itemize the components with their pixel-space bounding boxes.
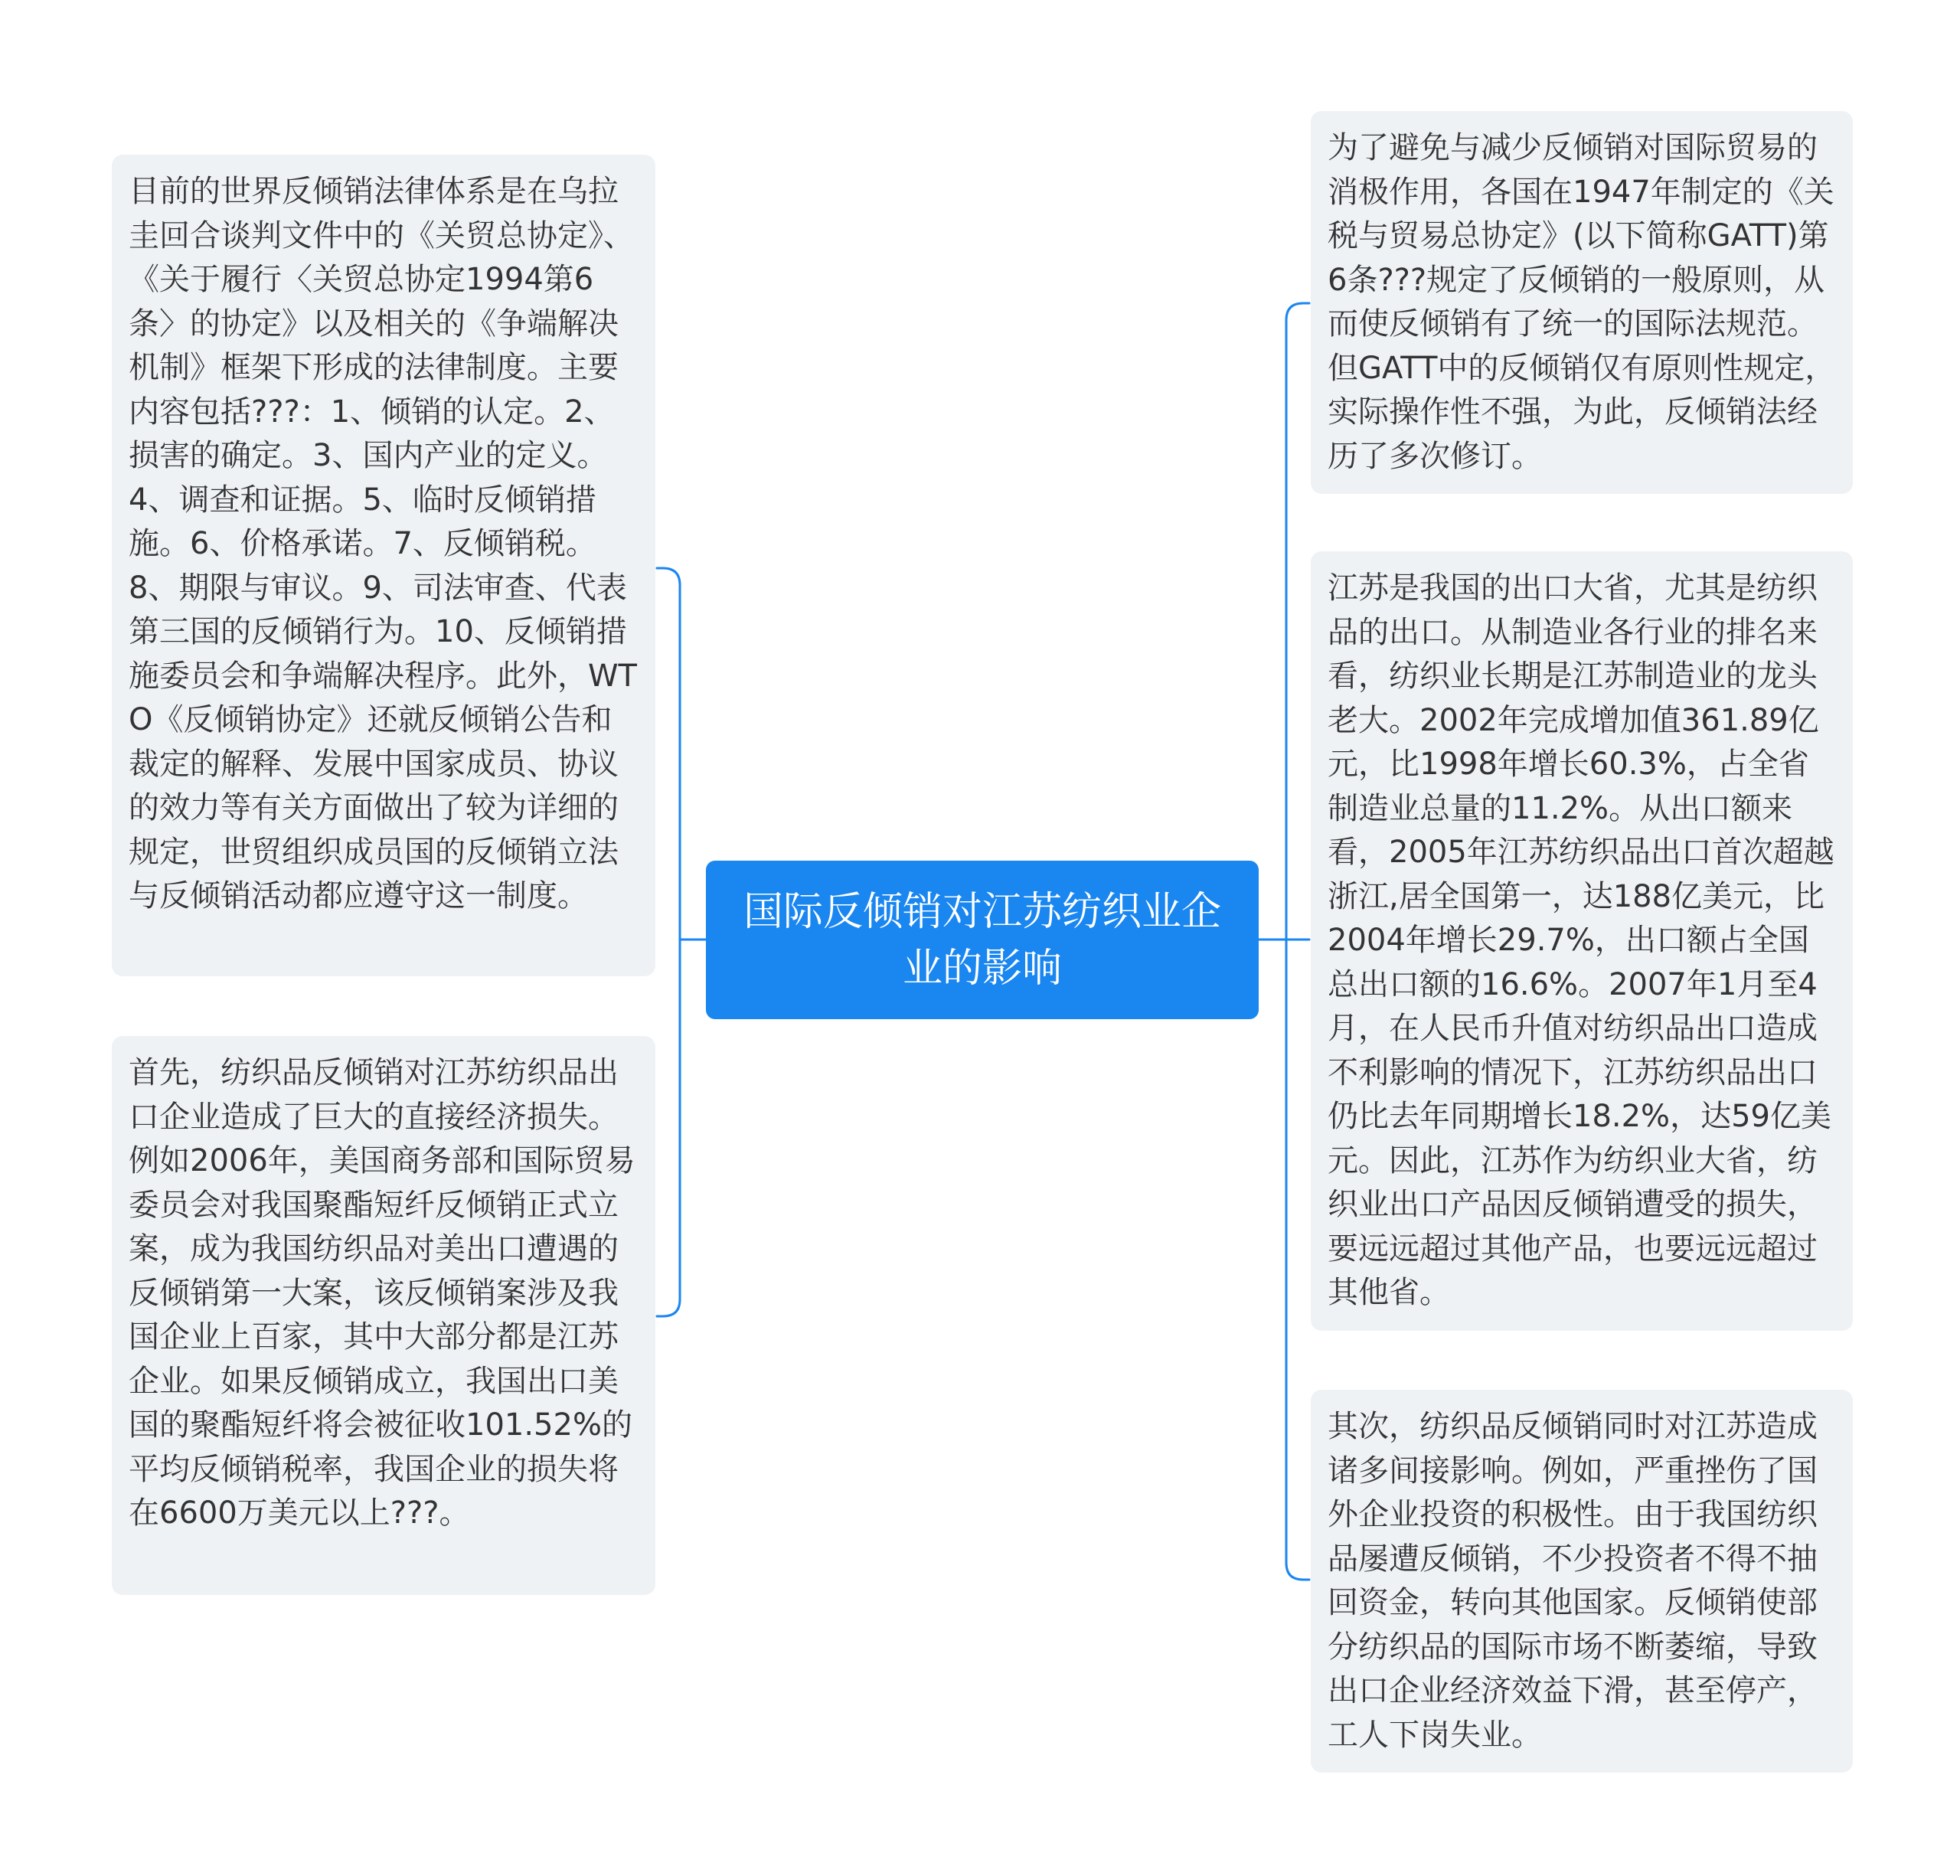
topic-node-indirect-effects[interactable] — [1311, 1390, 1853, 1773]
topic-node-text: 目前的世界反倾销法律体系是在乌拉圭回合谈判文件中的《关贸总协定》、《关于履行〈关贸总协定1994第6条〉的协定》以及相关的《争端解决机制》框架下形成的法律制度。主要内容包括???：1、倾销的认定。2、损害的确定。3、国内产业的定义。4、调查和证据。5、临时反倾销措施。6、价格承诺。7、反倾销税。8、期限与审议。9、司法审查、代表第三国的反倾销行为。10、反倾销措施委员会和争端解决程序。此外，WTO《反倾销协定》还就反倾销公告和裁定的解释、发展中国家成员、协议的效力等有关方面做出了较为详细的规定，世贸组织成员国的反倾销立法与反倾销活动都应遵守这一制度。 — [129, 174, 637, 913]
topic-node-legal-framework[interactable] — [112, 155, 655, 976]
root-topic-node[interactable] — [706, 861, 1259, 1019]
left-connector-branch-2 — [657, 1299, 680, 1316]
topic-node-gatt-origin[interactable] — [1311, 111, 1853, 494]
right-connector-branch-1 — [1286, 303, 1309, 320]
topic-node-jiangsu-exports[interactable] — [1311, 551, 1853, 1331]
root-topic-title: 国际反倾销对江苏纺织业企业的影响 — [743, 888, 1221, 992]
topic-node-text: 首先，纺织品反倾销对江苏纺织品出口企业造成了巨大的直接经济损失。例如2006年，美国商务部和国际贸易委员会对我国聚酯短纤反倾销正式立案，成为我国纺织品对美出口遭遇的反倾销第一大案，该反倾销案涉及我国企业上百家，其中大部分都是江苏企业。如果反倾销成立，我国出口美国的聚酯短纤将会被征收101.52%的平均反倾销税率，我国企业的损失将在6600万美元以上???。 — [129, 1055, 635, 1531]
right-connector-spine — [1259, 320, 1286, 1563]
left-connector-branch-1 — [657, 568, 680, 585]
topic-node-direct-losses[interactable] — [112, 1036, 655, 1595]
topic-node-text: 其次，纺织品反倾销同时对江苏造成诸多间接影响。例如，严重挫伤了国外企业投资的积极性。由于我国纺织品屡遭反倾销，不少投资者不得不抽回资金，转向其他国家。反倾销使部分纺织品的国际市场不断萎缩，导致出口企业经济效益下滑，甚至停产，工人下岗失业。 — [1328, 1409, 1818, 1753]
right-connector-branch-3 — [1286, 1563, 1309, 1580]
topic-node-text: 江苏是我国的出口大省，尤其是纺织品的出口。从制造业各行业的排名来看，纺织业长期是江苏制造业的龙头老大。2002年完成增加值361.89亿元，比1998年增长60.3%，占全省制造业总量的11.2%。从出口额来看，2005年江苏纺织品出口首次超越浙江,居全国第一，达188亿美元，比2004年增长29.7%，出口额占全国总出口额的16.6%。2007年1月至4月，在人民币升值对纺织品出口造成不利影响的情况下，江苏纺织品出口仍比去年同期增长18.2%，达59亿美元。因此，江苏作为纺织业大省，纺织业出口产品因反倾销遭受的损失，要远远超过其他产品，也要远远超过其他省。 — [1328, 570, 1834, 1310]
left-connector-spine — [680, 585, 706, 1299]
topic-node-text: 为了避免与减少反倾销对国际贸易的消极作用，各国在1947年制定的《关税与贸易总协定》(以下简称GATT)第6条???规定了反倾销的一般原则，从而使反倾销有了统一的国际法规范。但GATT中的反倾销仅有原则性规定，实际操作性不强，为此，反倾销法经历了多次修订。 — [1328, 130, 1836, 474]
